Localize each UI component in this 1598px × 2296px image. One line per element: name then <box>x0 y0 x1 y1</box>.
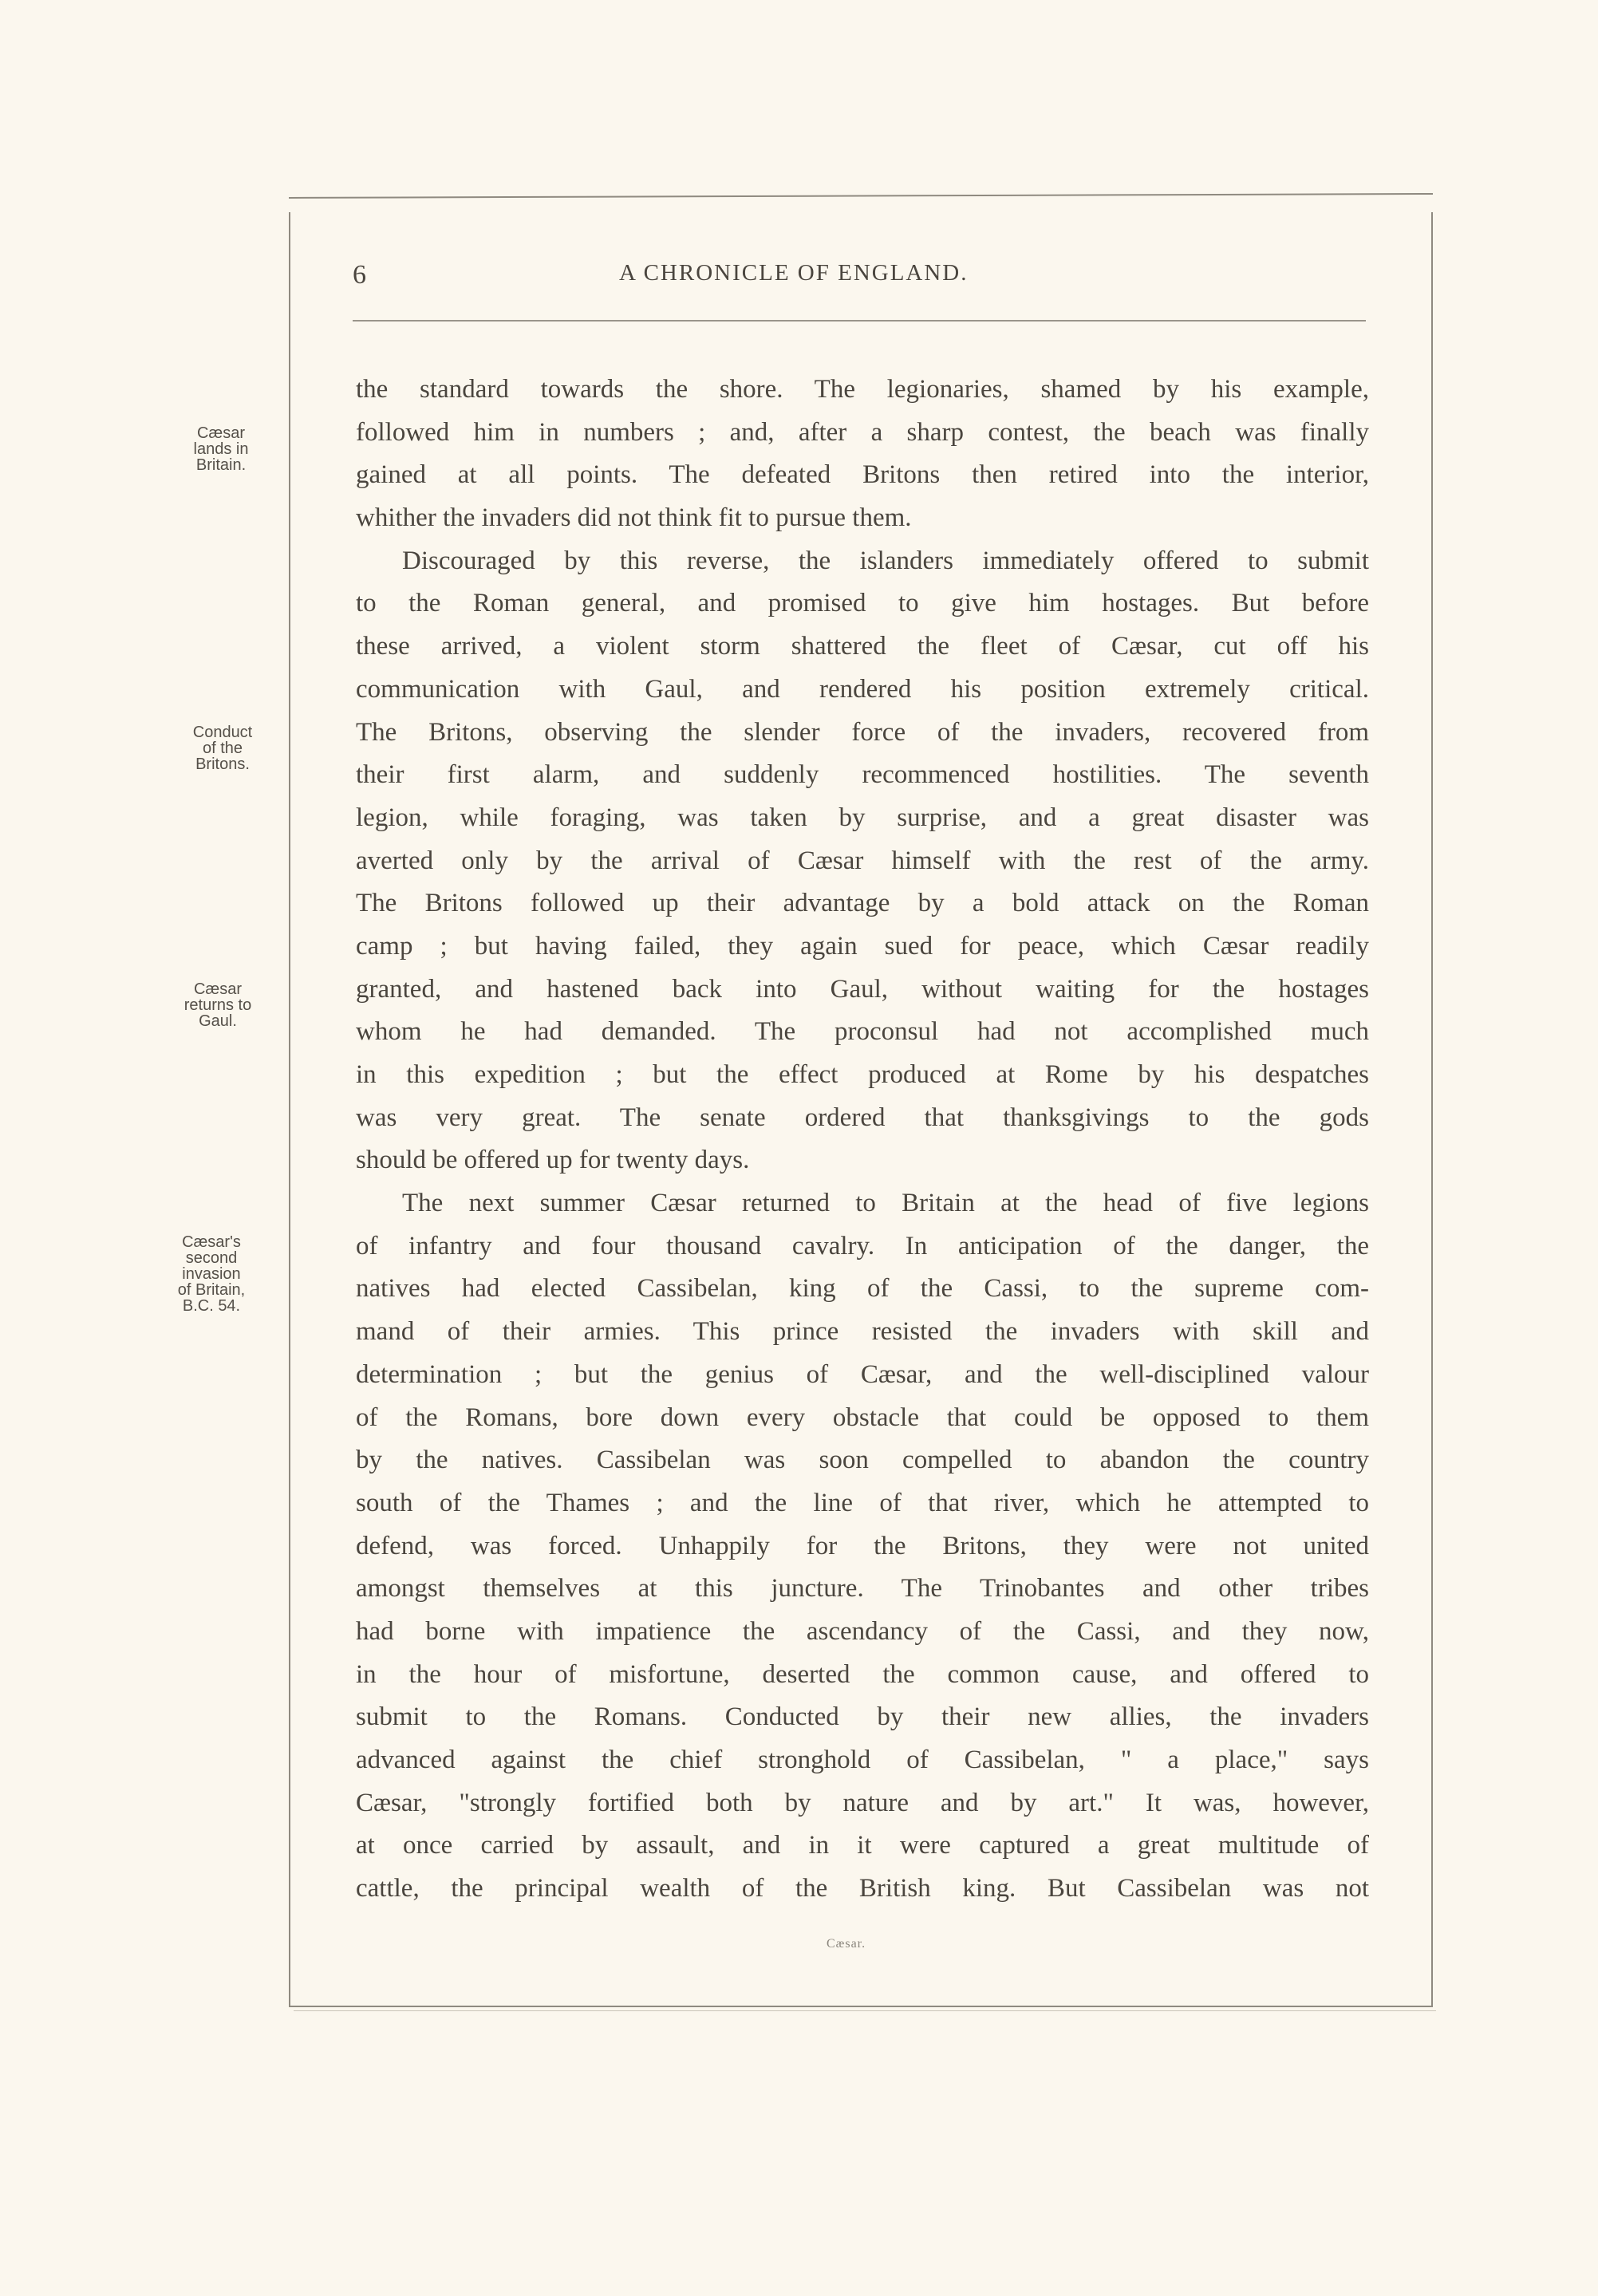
side-note-line: of Britain, <box>177 1281 246 1299</box>
side-note-returns-to-gaul <box>158 981 278 1029</box>
text-line: was very great. The senate ordered that thanksgivings to the gods <box>356 1103 1369 1132</box>
text-line: had borne with impatience the ascendancy of the Cassi, and they now, <box>356 1616 1369 1646</box>
text-line: natives had elected Cassibelan, king of the Cassi, to the supreme com- <box>356 1274 1369 1304</box>
text-line: in this expedition ; but the effect produced at Rome by his despatches <box>356 1060 1369 1089</box>
text-line: camp ; but having failed, they again sued for peace, which Cæsar readily <box>356 931 1369 961</box>
text-line: legion, while foraging, was taken by surprise, and a great disaster was <box>356 803 1369 832</box>
text-line: in the hour of misfortune, deserted the common cause, and offered to <box>356 1659 1369 1689</box>
side-note-line: Cæsar <box>193 980 242 998</box>
side-note-line: Cæsar <box>196 424 245 442</box>
text-line: The next summer Cæsar returned to Britain at the head of five legions <box>402 1189 1369 1218</box>
text-line: at once carried by assault, and in it were captured a great multitude of <box>356 1831 1369 1860</box>
frame-bottom-shadow <box>294 2010 1436 2011</box>
text-line: determination ; but the genius of Cæsar, and the well-disciplined valour <box>356 1359 1369 1389</box>
text-line: averted only by the arrival of Cæsar himself with the rest of the army. <box>356 846 1369 875</box>
page-number: 6 <box>353 260 366 290</box>
text-line: Discouraged by this reverse, the islanders immediately offered to submit <box>402 546 1369 575</box>
side-note-line: second <box>185 1249 238 1267</box>
side-note-line: Gaul. <box>199 1012 237 1030</box>
text-line: by the natives. Cassibelan was soon compelled to abandon the country <box>356 1446 1369 1475</box>
text-line: submit to the Romans. Conducted by their new allies, the invaders <box>356 1702 1369 1732</box>
text-line: whom he had demanded. The proconsul had not accomplished much <box>356 1017 1369 1047</box>
text-line: should be offered up for twenty days. <box>356 1146 750 1175</box>
side-note-line: Cæsar's <box>182 1233 241 1251</box>
text-line: to the Roman general, and promised to give him hostages. But before <box>356 589 1369 618</box>
text-line: granted, and hastened back into Gaul, without waiting for the hostages <box>356 974 1369 1004</box>
text-line: their first alarm, and suddenly recommenced hostilities. The seventh <box>356 760 1369 790</box>
side-note-line: Britain. <box>195 456 247 474</box>
text-line: defend, was forced. Unhappily for the Britons, they were not united <box>356 1531 1369 1560</box>
text-line: south of the Thames ; and the line of that river, which he attempted to <box>356 1488 1369 1517</box>
text-line: gained at all points. The defeated Britons then retired into the interior, <box>356 460 1369 490</box>
text-line: of the Romans, bore down every obstacle that could be opposed to them <box>356 1402 1369 1432</box>
running-head <box>353 260 1366 300</box>
body-text <box>356 369 1369 1911</box>
text-line: of infantry and four thousand cavalry. In anticipation of the danger, the <box>356 1231 1369 1260</box>
text-line: mand of their armies. This prince resisted the invaders with skill and <box>356 1317 1369 1347</box>
side-note-line: invasion <box>182 1265 241 1283</box>
text-line: Cæsar, "strongly fortified both by nature and by art." It was, however, <box>356 1788 1369 1817</box>
frame-top-rule <box>289 193 1433 199</box>
side-note-line: Britons. <box>195 755 250 773</box>
book-title: A CHRONICLE OF ENGLAND. <box>619 260 969 286</box>
text-line: The Britons followed up their advantage by a bold attack on the Roman <box>356 889 1369 918</box>
text-line: whither the invaders did not think fit to pursue them. <box>356 503 912 533</box>
side-note-line: Conduct <box>192 724 253 741</box>
text-line: amongst themselves at this juncture. The Trinobantes and other tribes <box>356 1574 1369 1604</box>
text-line: communication with Gaul, and rendered his position extremely critical. <box>356 674 1369 704</box>
signature-mark: Cæsar. <box>827 1937 866 1951</box>
side-note-second-invasion <box>152 1234 271 1314</box>
text-line: cattle, the principal wealth of the British king. But Cassibelan was not <box>356 1874 1369 1903</box>
text-line: The Britons, observing the slender force of the invaders, recovered from <box>356 717 1369 747</box>
side-note-line: lands in <box>193 440 249 458</box>
side-note-line: returns to <box>183 996 252 1014</box>
side-note-conduct-of-britons <box>163 724 282 772</box>
text-line: these arrived, a violent storm shattered the fleet of Cæsar, cut off his <box>356 632 1369 661</box>
text-line: the standard towards the shore. The legionaries, shamed by his example, <box>356 375 1369 404</box>
header-rule <box>353 320 1366 322</box>
side-note-line: of the <box>202 740 243 757</box>
side-note-line: B.C. 54. <box>182 1297 241 1315</box>
text-line: advanced against the chief stronghold of Cassibelan, " a place," says <box>356 1746 1369 1774</box>
side-note-lands-in-britain <box>161 425 281 473</box>
text-line: followed him in numbers ; and, after a sharp contest, the beach was finally <box>356 417 1369 447</box>
